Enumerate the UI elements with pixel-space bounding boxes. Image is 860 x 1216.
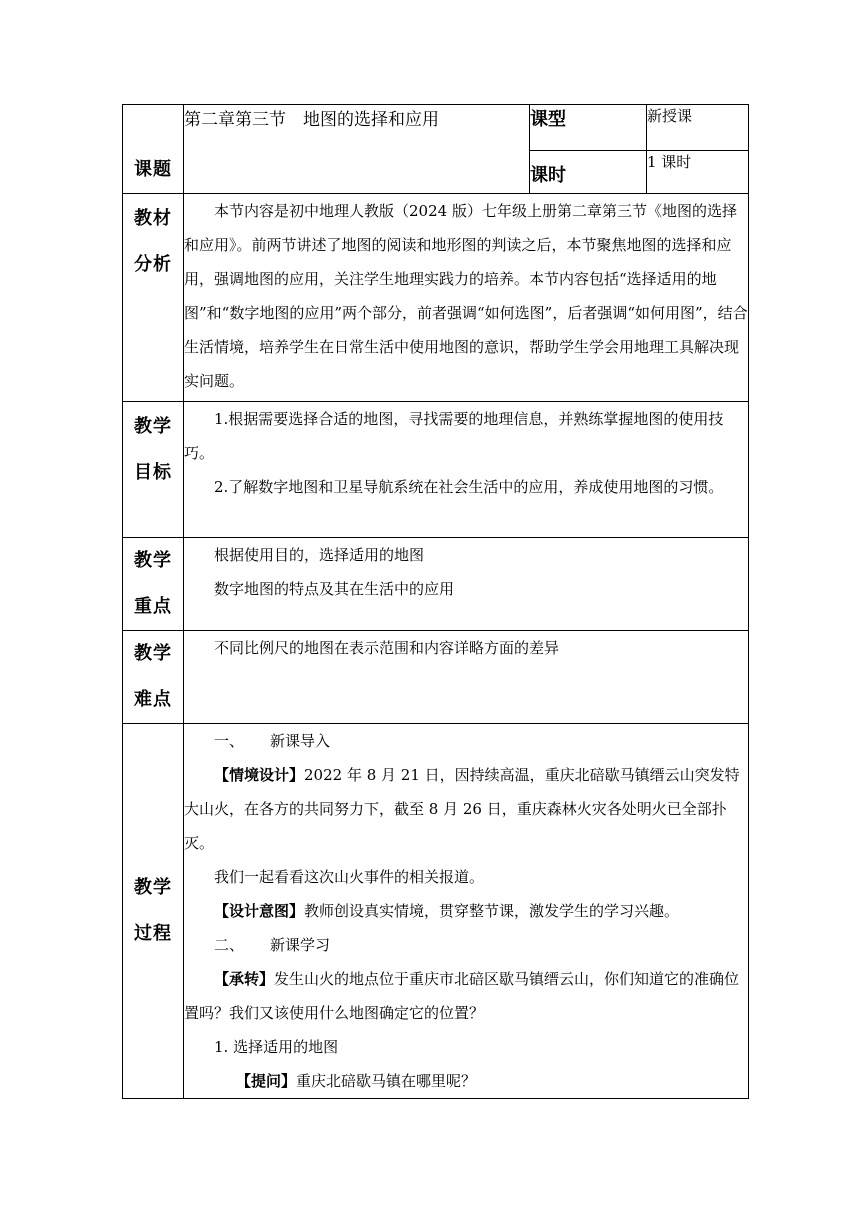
difficulties-label-line1: 教学 [134,643,172,664]
keypoint-item: 根据使用目的，选择适用的地图 [214,546,425,564]
question-paragraph [184,1064,748,1098]
keypoints-content [184,538,749,631]
scene-tag: 【情境设计】 [214,766,305,784]
section1-number: 一、 [214,732,245,750]
period-value: 1 课时 [647,151,749,194]
difficulty-item: 不同比例尺的地图在表示范围和内容详略方面的差异 [214,639,560,657]
intent-tag: 【设计意图】 [214,902,305,920]
goal-item: 1.根据需要选择合适的地图，寻找需要的地理信息，并熟练掌握地图的使用技巧。 [184,410,724,462]
difficulties-label-line2: 难点 [134,689,172,710]
goals-content [184,402,749,538]
keypoints-label-line2: 重点 [134,596,172,617]
section1-title: 新课导入 [270,732,331,750]
lesson-plan-table [122,104,749,1099]
topic-label: 课题 [134,159,172,180]
transition-text: 发生山火的地点位于重庆市北碚区歇马镇缙云山，你们知道它的准确位置吗？我们又该使用什么地图确定它的位置？ [184,970,740,1022]
analysis-label-line2: 分析 [134,254,172,275]
goals-label-line1: 教学 [134,416,172,437]
scene-paragraph [184,758,748,860]
intent-text: 教师创设真实情境，贯穿整节课，激发学生的学习兴趣。 [304,902,680,920]
question-tag: 【提问】 [236,1072,297,1090]
intent-paragraph [184,894,748,928]
analysis-paragraph: 本节内容是初中地理人教版（2024 版）七年级上册第二章第三节《地图的选择和应用》。前两节讲述了地图的阅读和地形图的判读之后，本节聚焦地图的选择和应用，强调地图的应用，关注学生地理实践力的培养。本节内容包括“选择适用的地图”和“数字地图的应用”两个部分，前者强调“如何选图”，后者强调“如何用图”，结合生活情境，培养学生在日常生活中使用地图的意识，帮助学生学会用地理工具解决现实问题。 [184,202,748,390]
process-label-line1: 教学 [134,877,172,898]
subsection1-heading: 1. 选择适用的地图 [214,1038,339,1056]
period-label: 课时 [530,151,647,194]
report-paragraph: 我们一起看看这次山火事件的相关报道。 [214,868,485,886]
analysis-content [184,194,749,402]
keypoint-item: 数字地图的特点及其在生活中的应用 [214,580,455,598]
topic-label-cell [123,105,184,194]
goal-item: 2.了解数字地图和卫星导航系统在社会生活中的应用，养成使用地图的习惯。 [214,478,724,496]
transition-paragraph [184,962,748,1030]
section2-number: 二、 [214,936,245,954]
goals-label-cell [123,402,184,538]
process-label-cell [123,724,184,1099]
analysis-label-line1: 教材 [134,208,172,229]
difficulties-label-cell [123,631,184,724]
keypoints-label-cell [123,538,184,631]
type-value: 新授课 [647,105,749,151]
process-content [184,724,749,1099]
difficulties-content [184,631,749,724]
transition-tag: 【承转】 [214,970,275,988]
section1-heading [184,724,748,758]
process-label-line2: 过程 [134,923,172,944]
type-label: 课型 [530,105,647,151]
analysis-label-cell [123,194,184,402]
keypoints-label-line1: 教学 [134,550,172,571]
lesson-title: 第二章第三节 地图的选择和应用 [184,105,530,194]
goals-label-line2: 目标 [134,462,172,483]
section2-title: 新课学习 [270,936,331,954]
scene-text: 2022 年 8 月 21 日，因持续高温，重庆北碚歇马镇缙云山突发特大山火，在各方的共同努力下，截至 8 月 26 日，重庆森林火灾各处明火已全部扑灭。 [184,766,740,852]
question-text: 重庆北碚歇马镇在哪里呢？ [296,1072,477,1090]
section2-heading [184,928,748,962]
